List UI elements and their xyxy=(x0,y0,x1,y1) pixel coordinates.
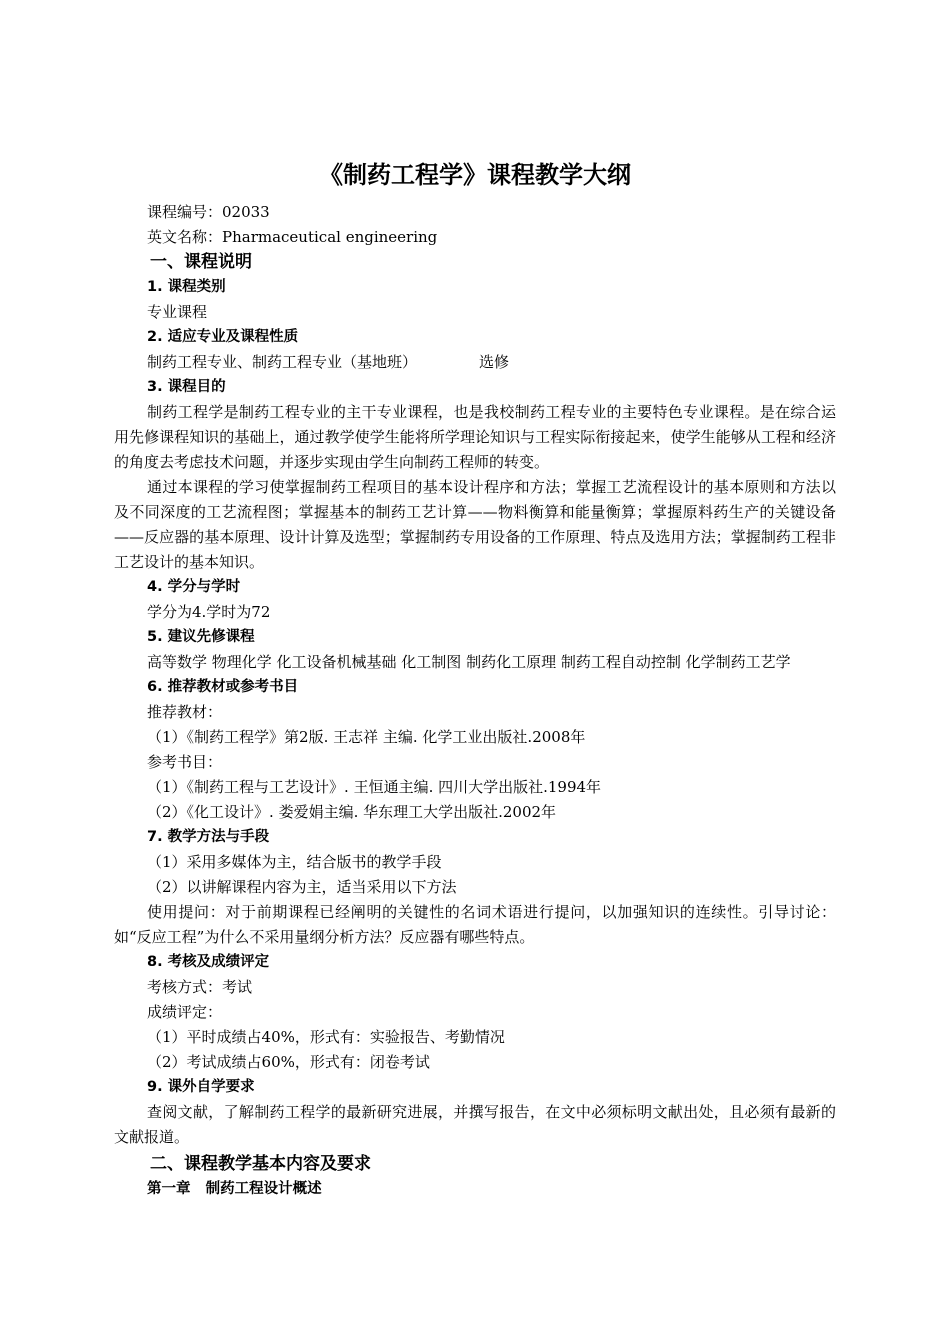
heading-prerequisites: 5. 建议先修课程 xyxy=(147,629,255,645)
reference-book-2: （2）《化工设计》. 娄爱娟主编. 华东理工大学出版社.2002年 xyxy=(147,803,557,821)
grade-evaluation-label: 成绩评定： xyxy=(147,1003,223,1021)
teaching-methods-paragraph: 使用提问：对于前期课程已经阐明的关键性的名词术语进行提问，以加强知识的连续性。引导讨论：如“反应工程”为什么不采用量纲分析方法？反应器有哪些特点。 xyxy=(114,903,836,946)
heading-course-category: 1. 课程类别 xyxy=(147,279,226,295)
course-type-text: 选修 xyxy=(479,353,510,371)
course-purpose-paragraph-1: 制药工程学是制药工程专业的主干专业课程，也是我校制药工程专业的主要特色专业课程。是在综合运用先修课程知识的基础上，通过教学使学生能将所学理论知识与工程实际衔接起来，使学生能够从工程和经济的角度去考虑技术问题，并逐步实现由学生向制药工程师的转变。 xyxy=(114,403,836,471)
recommended-textbook-label: 推荐教材： xyxy=(147,703,223,721)
section-heading-teaching-content: 二、课程教学基本内容及要求 xyxy=(150,1154,371,1174)
english-name: 英文名称：Pharmaceutical engineering xyxy=(147,228,438,246)
teaching-method-2: （2）以讲解课程内容为主，适当采用以下方法 xyxy=(147,878,457,896)
applicable-majors-text: 制药工程专业、制药工程专业（基地班） xyxy=(147,353,418,371)
applicable-majors-line xyxy=(114,350,836,375)
reference-book-1: （1）《制药工程与工艺设计》. 王恒通主编. 四川大学出版社.1994年 xyxy=(147,778,602,796)
reference-books-label: 参考书目： xyxy=(147,753,223,771)
self-study-paragraph: 查阅文献，了解制药工程学的最新研究进展，并撰写报告，在文中必须标明文献出处，且必须有最新的文献报道。 xyxy=(114,1103,836,1146)
heading-teaching-methods: 7. 教学方法与手段 xyxy=(147,829,270,845)
assessment-method: 考核方式：考试 xyxy=(147,978,253,996)
heading-course-purpose: 3. 课程目的 xyxy=(147,379,226,395)
course-code: 课程编号：02033 xyxy=(147,203,270,221)
heading-textbooks: 6. 推荐教材或参考书目 xyxy=(147,679,299,695)
document-title: 《制药工程学》课程教学大纲 xyxy=(319,161,631,189)
heading-credits-hours: 4. 学分与学时 xyxy=(147,579,241,595)
course-purpose-paragraph-2: 通过本课程的学习使掌握制药工程项目的基本设计程序和方法；掌握工艺流程设计的基本原则和方法以及不同深度的工艺流程图；掌握基本的制药工艺计算——物料衡算和能量衡算；掌握原料药生产的关键设备——反应器的基本原理、设计计算及选型；掌握制药专用设备的工作原理、特点及选用方法；掌握制药工程非工艺设计的基本知识。 xyxy=(114,478,836,571)
credits-hours-text: 学分为4.学时为72 xyxy=(147,603,271,621)
course-category-text: 专业课程 xyxy=(147,303,208,321)
chapter-1-heading: 第一章 制药工程设计概述 xyxy=(147,1181,322,1197)
grade-item-2: （2）考试成绩占60%，形式有：闭卷考试 xyxy=(147,1053,430,1071)
heading-assessment: 8. 考核及成绩评定 xyxy=(147,954,270,970)
heading-applicable-majors: 2. 适应专业及课程性质 xyxy=(147,329,299,345)
recommended-textbook-1: （1）《制药工程学》第2版. 王志祥 主编. 化学工业出版社.2008年 xyxy=(147,728,586,746)
grade-item-1: （1）平时成绩占40%，形式有：实验报告、考勤情况 xyxy=(147,1028,505,1046)
teaching-method-1: （1）采用多媒体为主，结合版书的教学手段 xyxy=(147,853,442,871)
heading-self-study: 9. 课外自学要求 xyxy=(147,1079,255,1095)
document-body xyxy=(114,200,836,1202)
section-heading-course-description: 一、课程说明 xyxy=(150,252,252,272)
prerequisites-text: 高等数学 物理化学 化工设备机械基础 化工制图 制药化工原理 制药工程自动控制 化学制药工艺学 xyxy=(147,653,791,671)
